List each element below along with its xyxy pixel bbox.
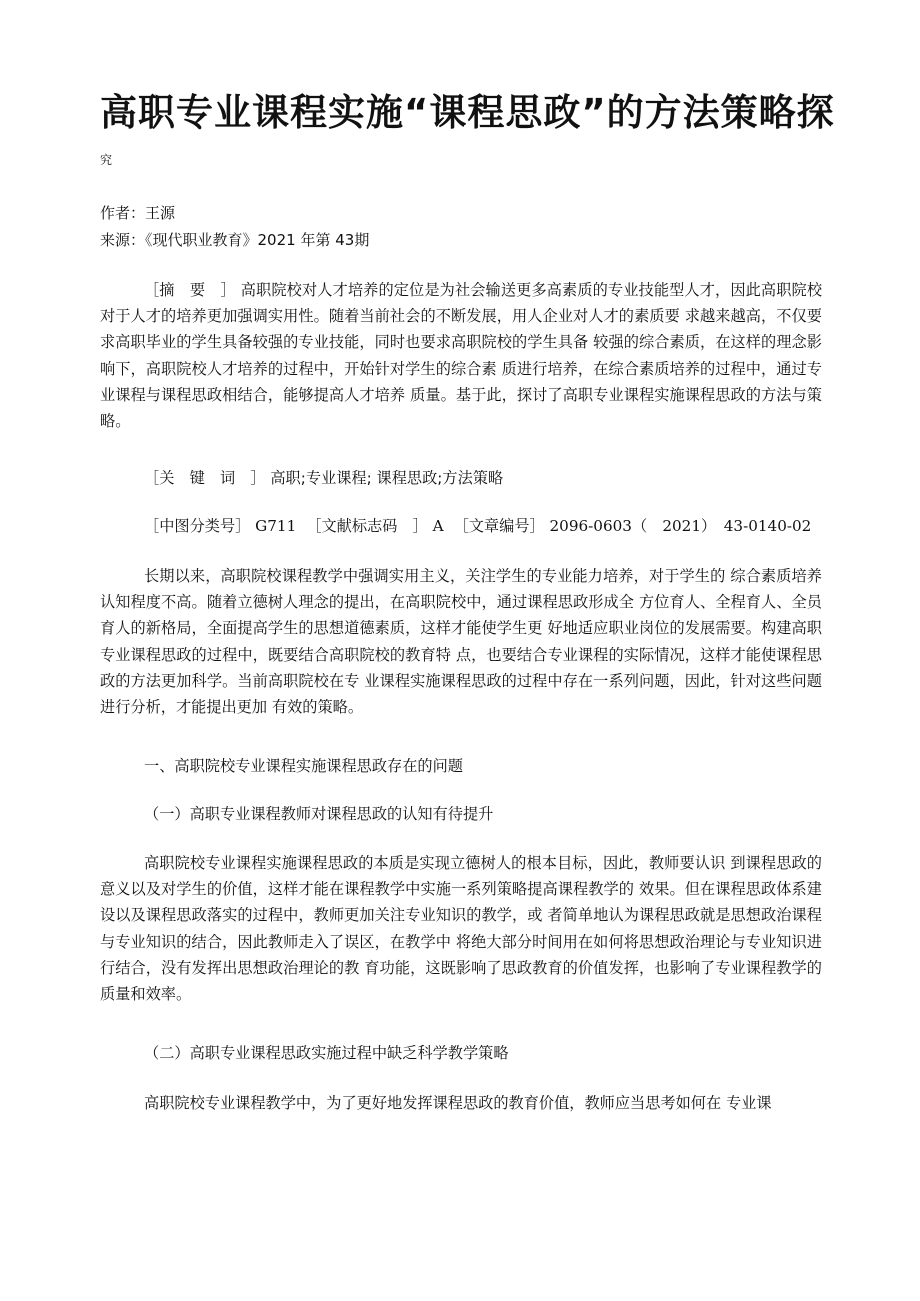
subsection-heading-2: （二）高职专业课程思政实施过程中缺乏科学教学策略 <box>144 1044 509 1062</box>
author-name: 王源 <box>145 204 176 222</box>
article-title-continuation: 究 <box>100 153 113 167</box>
source-line <box>100 230 369 250</box>
subsection-heading-1: （一）高职专业课程教师对课程思政的认知有待提升 <box>144 805 494 823</box>
keywords-text: 高职;专业课程; 课程思政;方法策略 <box>270 469 504 487</box>
clc-value: G711 <box>255 517 297 535</box>
keywords-line <box>144 467 503 489</box>
source-label: 来源： <box>100 231 146 249</box>
source-journal: 《现代职业教育》2021 年第 <box>145 231 331 249</box>
article-number-value: 2096-0603（ 2021） 43-0140-02 <box>549 517 812 535</box>
author-line <box>100 203 175 223</box>
abstract-text: 高职院校对人才培养的定位是为社会输送更多高素质的专业技能型人才，因此高职院校对于人才的培养更加强调实用性。随着当前社会的不断发展，用人企业对人才的素质要 求越来越高，不仅要求高职毕业的学生具备较强的专业技能，同时也要求高职院校的学生具备 较强的综合素质，在这样的理念影响下，高职院校人才培养的过程中，开始针对学生的综合素 质进行培养，在综合素质培养的过程中，通过专业课程与课程思政相结合，能够提高人才培养 质量。基于此，探讨了高职专业课程实施课程思政的方法与策略。 <box>100 281 823 431</box>
section-heading-1: 一、高职院校专业课程实施课程思政存在的问题 <box>144 757 463 775</box>
subsection-1-paragraph: 高职院校专业课程实施课程思政的本质是实现立德树人的根本目标，因此，教师要认识 到课程思政的意义以及对学生的价值，这样才能在课程教学中实施一系列策略提高课程教学的 效果。但在课程思政体系建设以及课程思政落实的过程中，教师更加关注专业知识的教学，或 者简单地认为课程思政就是思想政治课程与专业知识的结合，因此教师走入了误区，在教学中 将绝大部分时间用在如何将思想政治理论与专业知识进行结合，没有发挥出思想政治理论的教 育功能，这既影响了思政教育的价值发挥，也影响了专业课程教学的质量和效率。 <box>100 854 822 1004</box>
source-issue: 43期 <box>335 231 370 249</box>
abstract-paragraph <box>100 277 822 434</box>
doc-mark-label: ［文献标志码 ］ <box>306 517 428 535</box>
doc-mark-value: A <box>432 517 444 535</box>
keywords-label: ［关 键 词 ］ <box>144 469 266 487</box>
intro-paragraph: 长期以来，高职院校课程教学中强调实用主义，关注学生的专业能力培养，对于学生的 综合素质培养认知程度不高。随着立德树人理念的提出，在高职院校中，通过课程思政形成全 方位育人、全程育人、全员育人的新格局，全面提高学生的思想道德素质，这样才能使学生更 好地适应职业岗位的发展需要。构建高职专业课程思政的过程中，既要结合高职院校的教育特 点，也要结合专业课程的实际情况，这样才能使课程思政的方法更加科学。当前高职院校在专 业课程实施课程思政的过程中存在一系列问题，因此，针对这些问题进行分析，才能提出更加 有效的策略。 <box>100 567 822 717</box>
article-title: 高职专业课程实施“课程思政”的方法策略探 <box>100 91 835 134</box>
author-label: 作者： <box>100 204 146 222</box>
article-number-label: ［文章编号］ <box>453 517 545 535</box>
abstract-label: ［摘 要 ］ <box>144 281 236 299</box>
clc-label: ［中图分类号］ <box>144 517 251 535</box>
classification-line <box>144 515 811 537</box>
subsection-2-paragraph: 高职院校专业课程教学中，为了更好地发挥课程思政的教育价值，教师应当思考如何在 专业课 <box>144 1094 772 1112</box>
